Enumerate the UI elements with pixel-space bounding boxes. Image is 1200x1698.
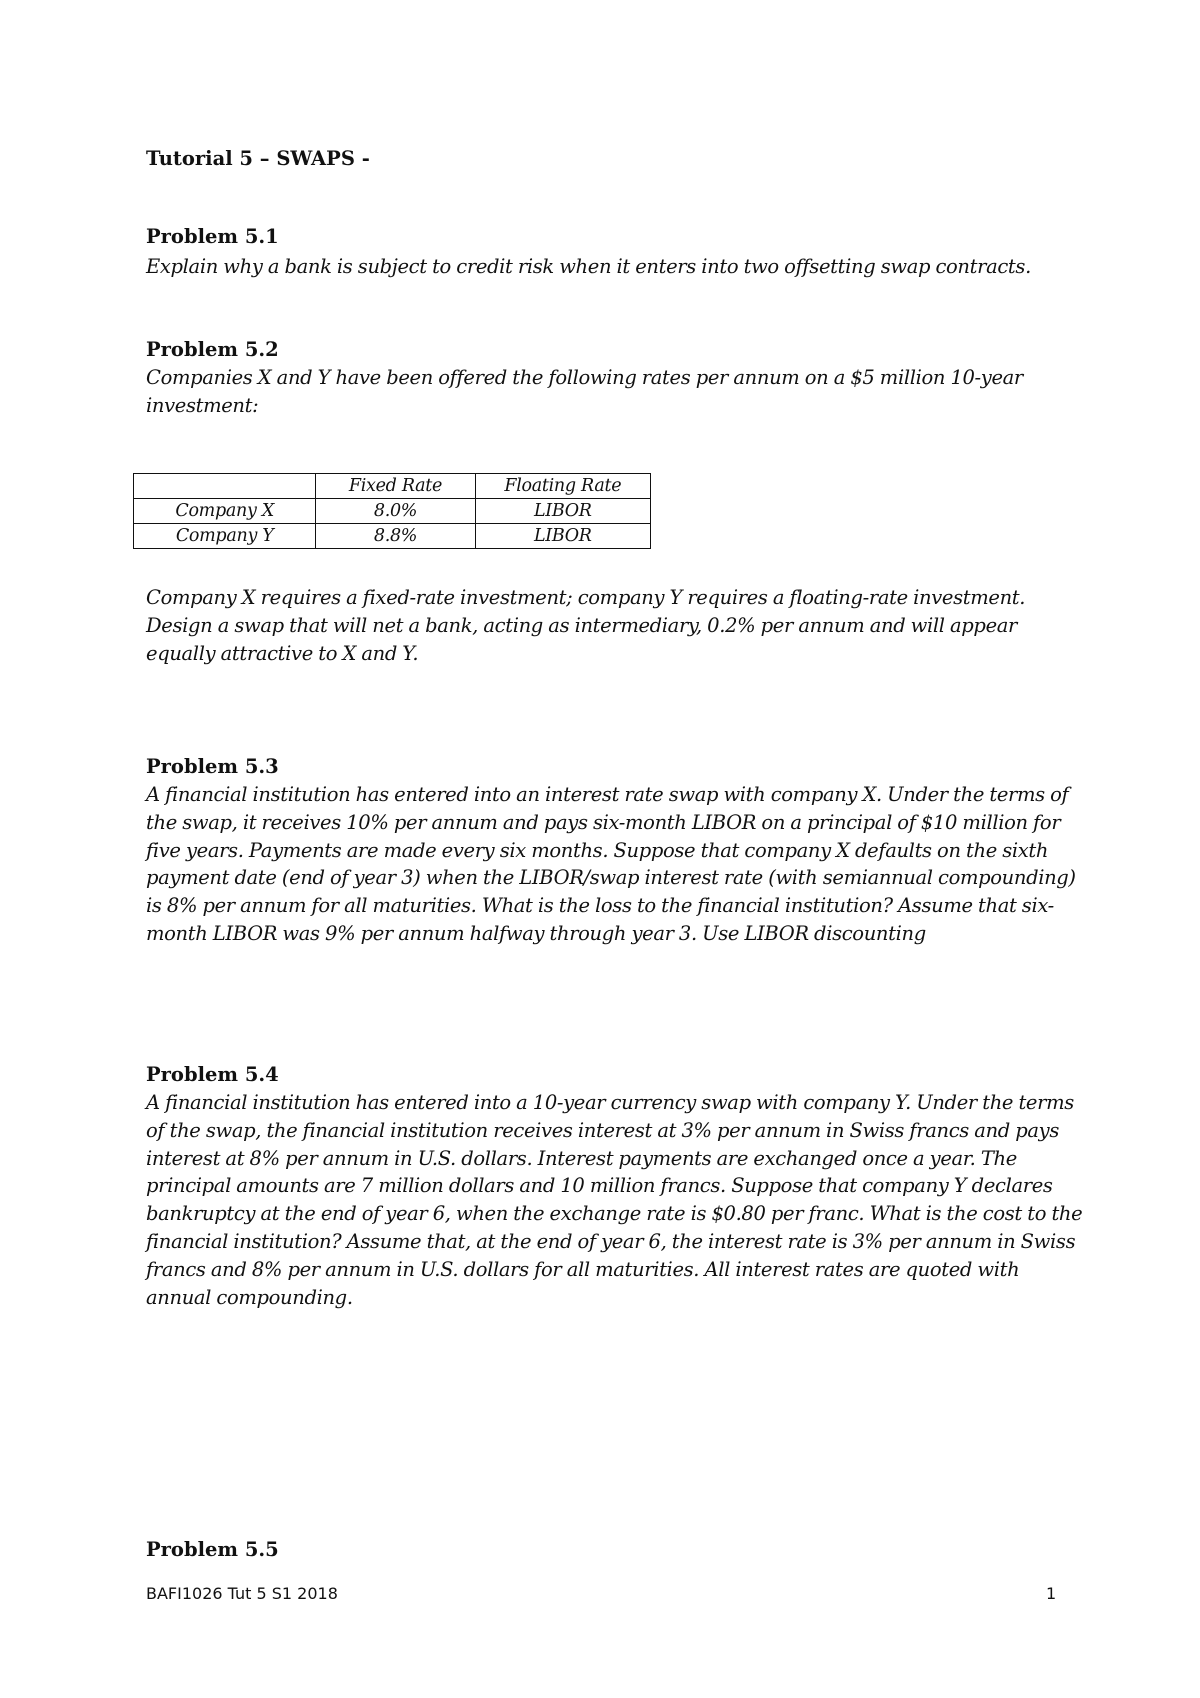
rates-table-row: [134, 499, 651, 524]
problem-5-2-text: Companies X and Y have been offered the following rates per annum on a $5 million 10-year investment:: [146, 366, 1023, 417]
problem-5-1-heading: Problem 5.1: [146, 225, 279, 248]
problem-5-2-heading: Problem 5.2: [146, 338, 279, 361]
rates-table-cell: LIBOR: [475, 499, 650, 524]
problem-5-4-text: A financial institution has entered into a 10-year currency swap with company Y. Under the terms of the swap, the financial institution receives interest at 3% per annum in Swiss francs and pays interest at 8% per annum in U.S. dollars. Interest payments are exchanged once a year. The principal amounts are 7 million dollars and 10 million francs. Suppose that company Y declares bankruptcy at the end of year 6, when the exchange rate is $0.80 per franc. What is the cost to the financial institution? Assume that, at the end of year 6, the interest rate is 3% per annum in Swiss francs and 8% per annum in U.S. dollars for all maturities. All interest rates are quoted with annual compounding.: [146, 1091, 1083, 1309]
rates-table: [133, 473, 651, 549]
rates-table-header-row: [134, 474, 651, 499]
footer-course-code: BAFI1026 Tut 5 S1 2018: [146, 1584, 338, 1603]
rates-table-header-cell: Fixed Rate: [316, 474, 475, 499]
problem-5-1-text: Explain why a bank is subject to credit risk when it enters into two offsetting swap contracts.: [146, 255, 1031, 278]
document-title: Tutorial 5 – SWAPS -: [146, 147, 370, 170]
rates-table-cell: 8.0%: [316, 499, 475, 524]
problem-5-5-heading: Problem 5.5: [146, 1538, 279, 1561]
problem-5-3-heading: Problem 5.3: [146, 755, 279, 778]
rates-table-cell: Company Y: [134, 524, 316, 549]
problem-5-4-heading: Problem 5.4: [146, 1063, 279, 1086]
rates-table-cell: Company X: [134, 499, 316, 524]
rates-table-cell: LIBOR: [475, 524, 650, 549]
problem-5-2-instructions: Company X requires a fixed-rate investment; company Y requires a floating-rate investment. Design a swap that will net a bank, acting as intermediary, 0.2% per annum and will appear equally attractive to X and Y.: [146, 586, 1026, 665]
rates-table-header-cell: Floating Rate: [475, 474, 650, 499]
rates-table-cell: 8.8%: [316, 524, 475, 549]
footer-page-number: 1: [1046, 1584, 1057, 1603]
problem-5-3-text: A financial institution has entered into an interest rate swap with company X. Under the terms of the swap, it receives 10% per annum and pays six-month LIBOR on a principal of $10 million for five years. Payments are made every six months. Suppose that company X defaults on the sixth payment date (end of year 3) when the LIBOR/swap interest rate (with semiannual compounding) is 8% per annum for all maturities. What is the loss to the financial institution? Assume that six-month LIBOR was 9% per annum halfway through year 3. Use LIBOR discounting: [146, 783, 1076, 945]
rates-table-row: [134, 524, 651, 549]
rates-table-header-cell: [134, 474, 316, 499]
